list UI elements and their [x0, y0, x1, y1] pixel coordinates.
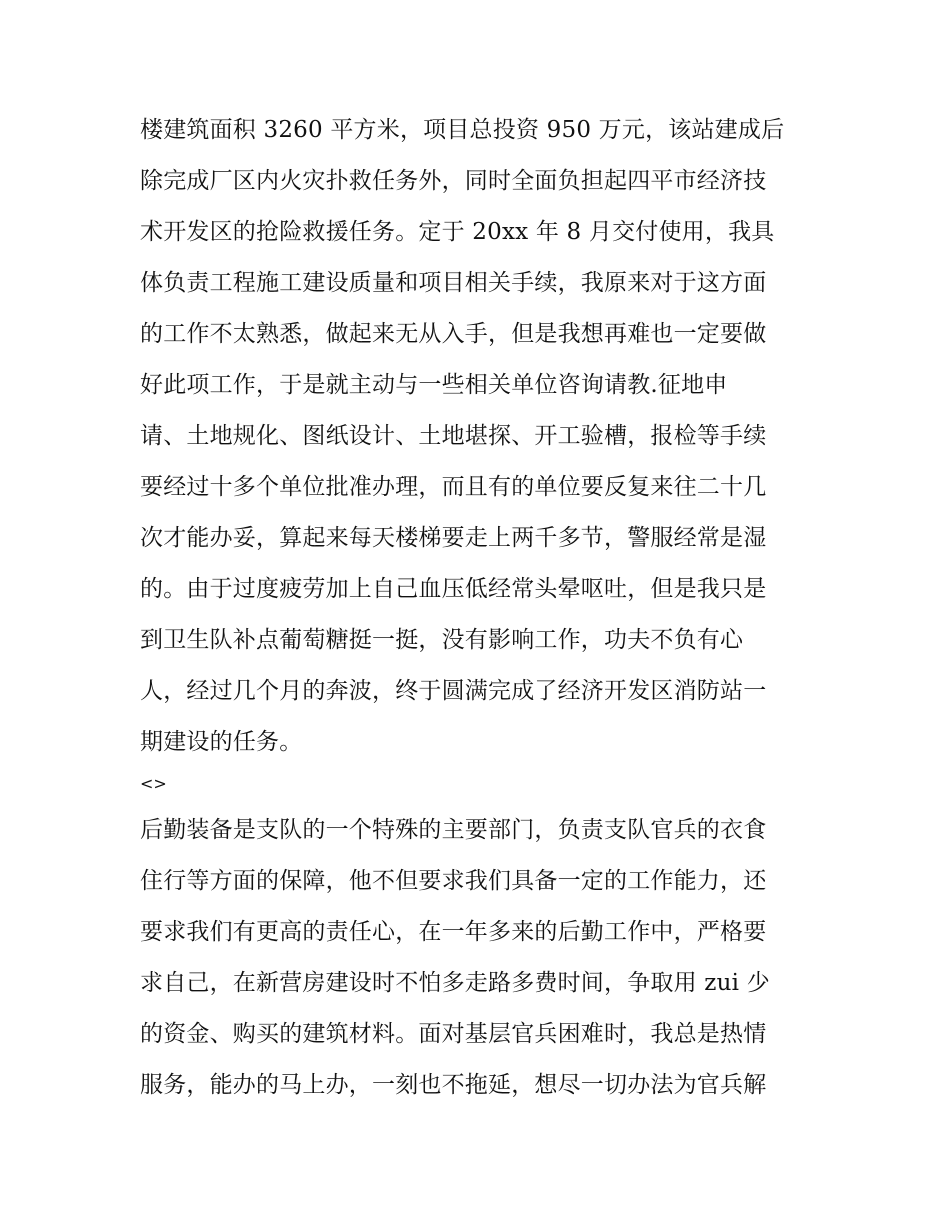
text-line: 到卫生队补点葡萄糖挺一挺，没有影响工作，功夫不负有心 — [140, 627, 744, 653]
text-line: 要求我们有更高的责任心，在一年多来的后勤工作中，严格要 — [140, 919, 767, 945]
text-line: 后勤装备是支队的一个特殊的主要部门，负责支队官兵的衣食 — [140, 817, 767, 843]
text-line: 服务，能办的马上办，一刻也不拖延，想尽一切办法为官兵解 — [140, 1072, 767, 1098]
text-line: 的。由于过度疲劳加上自己血压低经常头晕呕吐，但是我只是 — [140, 576, 767, 602]
text-line: 好此项工作，于是就主动与一些相关单位咨询请教.征地申 — [140, 372, 728, 398]
text-line: 的资金、购买的建筑材料。面对基层官兵困难时，我总是热情 — [140, 1021, 767, 1047]
text-line: 期建设的任务。 — [140, 729, 303, 755]
text-line: 除完成厂区内火灾扑救任务外，同时全面负担起四平市经济技 — [140, 168, 767, 194]
text-line: 次才能办妥，算起来每天楼梯要走上两千多节，警服经常是湿 — [140, 525, 767, 551]
text-line: 人，经过几个月的奔波，终于圆满完成了经济开发区消防站一 — [140, 678, 767, 704]
text-line: 要经过十多个单位批准办理，而且有的单位要反复来往二十几 — [140, 474, 767, 500]
text-line: 住行等方面的保障，他不但要求我们具备一定的工作能力，还 — [140, 868, 767, 894]
text-line: 体负责工程施工建设质量和项目相关手续，我原来对于这方面 — [140, 270, 767, 296]
paragraph-1 — [140, 105, 820, 768]
text-line: 请、土地规化、图纸设计、土地堪探、开工验槽，报检等手续 — [140, 423, 767, 449]
section-separator: <> — [140, 774, 167, 793]
text-line: 术开发区的抢险救援任务。定于 20xx 年 8 月交付使用，我具 — [140, 219, 775, 245]
paragraph-2 — [140, 805, 820, 1111]
text-line: 求自己，在新营房建设时不怕多走路多费时间，争取用 zui 少 — [140, 970, 770, 996]
text-line: 楼建筑面积 3260 平方米，项目总投资 950 万元，该站建成后 — [140, 117, 785, 143]
text-line: 的工作不太熟悉，做起来无从入手，但是我想再难也一定要做 — [140, 321, 767, 347]
